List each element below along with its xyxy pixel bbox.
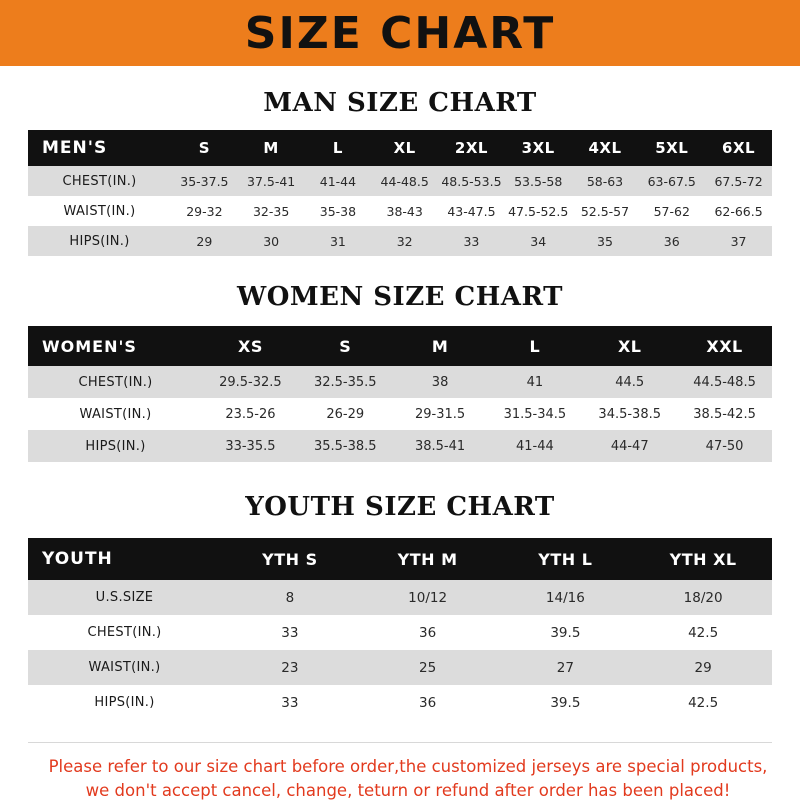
header-cell-yth-xl: YTH XL	[634, 538, 772, 580]
cell: 33	[221, 615, 359, 650]
cell: 33	[221, 685, 359, 720]
page-title: SIZE CHART	[244, 8, 556, 59]
man-size-table	[28, 130, 772, 256]
cell: 26-29	[298, 398, 393, 430]
header-cell-m: M	[393, 326, 488, 366]
row-label-us-size: U.S.SIZE	[28, 580, 221, 615]
row-label-hips: HIPS(IN.)	[28, 430, 203, 462]
cell: 39.5	[497, 615, 635, 650]
table-row	[28, 166, 772, 196]
row-label-waist: WAIST(IN.)	[28, 650, 221, 685]
cell: 42.5	[634, 615, 772, 650]
row-label-chest: CHEST(IN.)	[28, 166, 171, 196]
cell: 57-62	[638, 196, 705, 226]
cell: 29	[634, 650, 772, 685]
header-cell-yth-l: YTH L	[497, 538, 635, 580]
header-cell-s: S	[298, 326, 393, 366]
cell: 18/20	[634, 580, 772, 615]
cell: 30	[238, 226, 305, 256]
youth-size-table	[28, 538, 772, 720]
table-header-row	[28, 538, 772, 580]
header-cell-l: L	[487, 326, 582, 366]
table-header-row	[28, 326, 772, 366]
cell: 38.5-41	[393, 430, 488, 462]
cell: 10/12	[359, 580, 497, 615]
header-cell-3xl: 3XL	[505, 130, 572, 166]
cell: 47.5-52.5	[505, 196, 572, 226]
disclaimer-note	[28, 755, 788, 803]
table-row	[28, 366, 772, 398]
content	[0, 88, 800, 803]
header-cell-xl: XL	[582, 326, 677, 366]
cell: 38.5-42.5	[677, 398, 772, 430]
table-row	[28, 398, 772, 430]
table-row	[28, 650, 772, 685]
header-cell-youth: YOUTH	[28, 538, 221, 580]
cell: 36	[359, 685, 497, 720]
women-size-table	[28, 326, 772, 462]
header-cell-l: L	[305, 130, 372, 166]
cell: 25	[359, 650, 497, 685]
section-title-man: MAN SIZE CHART	[263, 88, 537, 118]
row-label-waist: WAIST(IN.)	[28, 398, 203, 430]
cell: 27	[497, 650, 635, 685]
cell: 31	[305, 226, 372, 256]
row-label-chest: CHEST(IN.)	[28, 366, 203, 398]
header-cell-5xl: 5XL	[638, 130, 705, 166]
cell: 44.5-48.5	[677, 366, 772, 398]
row-label-chest: CHEST(IN.)	[28, 615, 221, 650]
cell: 47-50	[677, 430, 772, 462]
section-title-women: WOMEN SIZE CHART	[237, 282, 563, 312]
cell: 29.5-32.5	[203, 366, 298, 398]
cell: 32.5-35.5	[298, 366, 393, 398]
table-header-row	[28, 130, 772, 166]
cell: 38-43	[371, 196, 438, 226]
header-cell-4xl: 4XL	[572, 130, 639, 166]
cell: 34	[505, 226, 572, 256]
disclaimer-line-2: we don't accept cancel, change, teturn or refund after order has been placed!	[85, 780, 731, 800]
cell: 35-37.5	[171, 166, 238, 196]
cell: 35.5-38.5	[298, 430, 393, 462]
cell: 58-63	[572, 166, 639, 196]
cell: 33-35.5	[203, 430, 298, 462]
cell: 62-66.5	[705, 196, 772, 226]
table-row	[28, 615, 772, 650]
cell: 67.5-72	[705, 166, 772, 196]
cell: 44-47	[582, 430, 677, 462]
header-cell-yth-m: YTH M	[359, 538, 497, 580]
header-cell-2xl: 2XL	[438, 130, 505, 166]
cell: 34.5-38.5	[582, 398, 677, 430]
cell: 63-67.5	[638, 166, 705, 196]
cell: 41-44	[487, 430, 582, 462]
cell: 37.5-41	[238, 166, 305, 196]
cell: 35	[572, 226, 639, 256]
cell: 44.5	[582, 366, 677, 398]
cell: 41-44	[305, 166, 372, 196]
header-cell-xs: XS	[203, 326, 298, 366]
cell: 8	[221, 580, 359, 615]
table-row	[28, 685, 772, 720]
cell: 32-35	[238, 196, 305, 226]
divider	[28, 742, 772, 743]
cell: 33	[438, 226, 505, 256]
header-cell-xl: XL	[371, 130, 438, 166]
section-title-youth: YOUTH SIZE CHART	[245, 492, 555, 522]
header-cell-men: MEN'S	[28, 130, 171, 166]
cell: 23.5-26	[203, 398, 298, 430]
cell: 36	[638, 226, 705, 256]
header-cell-womens: WOMEN'S	[28, 326, 203, 366]
disclaimer-line-1: Please refer to our size chart before order,the customized jerseys are special products,	[48, 757, 768, 776]
cell: 38	[393, 366, 488, 398]
header-cell-6xl: 6XL	[705, 130, 772, 166]
header-cell-xxl: XXL	[677, 326, 772, 366]
row-label-hips: HIPS(IN.)	[28, 685, 221, 720]
table-row	[28, 226, 772, 256]
cell: 41	[487, 366, 582, 398]
header-cell-s: S	[171, 130, 238, 166]
cell: 53.5-58	[505, 166, 572, 196]
table-row	[28, 580, 772, 615]
banner	[0, 0, 800, 66]
cell: 42.5	[634, 685, 772, 720]
cell: 32	[371, 226, 438, 256]
cell: 44-48.5	[371, 166, 438, 196]
table-row	[28, 196, 772, 226]
cell: 43-47.5	[438, 196, 505, 226]
row-label-hips: HIPS(IN.)	[28, 226, 171, 256]
header-cell-yth-s: YTH S	[221, 538, 359, 580]
cell: 29-31.5	[393, 398, 488, 430]
header-cell-m: M	[238, 130, 305, 166]
row-label-waist: WAIST(IN.)	[28, 196, 171, 226]
cell: 14/16	[497, 580, 635, 615]
cell: 37	[705, 226, 772, 256]
cell: 29-32	[171, 196, 238, 226]
cell: 35-38	[305, 196, 372, 226]
cell: 39.5	[497, 685, 635, 720]
cell: 48.5-53.5	[438, 166, 505, 196]
cell: 31.5-34.5	[487, 398, 582, 430]
cell: 29	[171, 226, 238, 256]
cell: 23	[221, 650, 359, 685]
table-row	[28, 430, 772, 462]
cell: 52.5-57	[572, 196, 639, 226]
cell: 36	[359, 615, 497, 650]
